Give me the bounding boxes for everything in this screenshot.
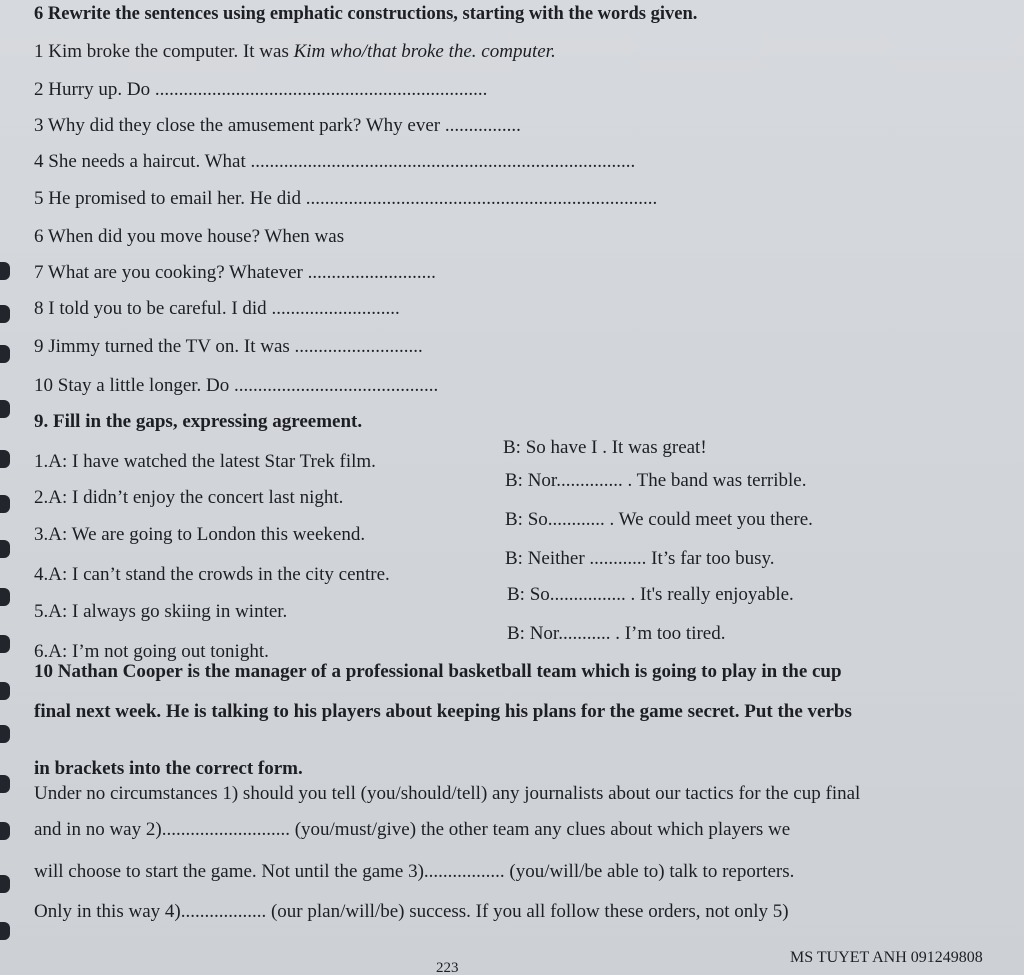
punch-hole (0, 635, 10, 653)
punch-hole (0, 775, 10, 793)
exercise-10-body-line-2[interactable]: and in no way 2)........................... (you/must/give) the other team any clues about which players we (34, 819, 791, 840)
exercise-10-heading-line-3: in brackets into the correct form. (34, 758, 303, 779)
item-prompt: 9 Jimmy turned the TV on. It was (34, 336, 295, 357)
punch-hole (0, 495, 10, 513)
exercise-9-a-6: 6.A: I’m not going out tonight. (34, 641, 269, 662)
punch-hole (0, 450, 10, 468)
exercise-10-body-line-4[interactable]: Only in this way 4).................. (our plan/will/be) success. If you all follow these orders, not only 5) (34, 901, 789, 922)
punch-hole (0, 345, 10, 363)
item-prompt: 10 Stay a little longer. Do (34, 375, 235, 396)
item-prompt: 3 Why did they close the amusement park? Why ever (34, 115, 445, 136)
exercise-9-b-5[interactable]: B: So................ . It's really enjoyable. (507, 584, 794, 605)
exercise-9-a-1: 1.A: I have watched the latest Star Trek film. (34, 451, 376, 472)
exercise-6-item-8 (34, 297, 400, 321)
answer-blank[interactable]: ................ (444, 115, 521, 136)
item-prompt: 8 I told you to be careful. I did (34, 298, 272, 319)
footer-credit: MS TUYET ANH 091249808 (790, 949, 983, 966)
punch-hole (0, 540, 10, 558)
item-prompt: 1 Kim broke the computer. It was (34, 41, 294, 62)
exercise-9-b-2[interactable]: B: Nor.............. . The band was terrible. (505, 470, 807, 491)
item-prompt: 4 She needs a haircut. What (34, 151, 251, 172)
exercise-9-heading: 9. Fill in the gaps, expressing agreement. (34, 411, 363, 432)
punch-hole (0, 682, 10, 700)
exercise-6-item-9 (34, 335, 423, 359)
exercise-10-heading-line-1: 10 Nathan Cooper is the manager of a professional basketball team which is going to play in the cup (34, 661, 842, 682)
page-number: 223 (436, 960, 459, 975)
punch-hole (0, 305, 10, 323)
exercise-10-body-line-1: Under no circumstances 1) should you tell (you/should/tell) any journalists about our tactics for the cup final (34, 783, 861, 804)
punch-hole (0, 725, 10, 743)
exercise-9-a-5: 5.A: I always go skiing in winter. (34, 601, 288, 622)
punch-hole (0, 922, 10, 940)
exercise-6-item-3 (34, 114, 521, 138)
exercise-9-b-1: B: So have I . It was great! (503, 437, 707, 458)
answer-blank[interactable]: ........................... (271, 298, 400, 319)
answer-blank[interactable]: ........................... (307, 262, 436, 283)
item-answer: Kim who/that broke the. computer. (293, 41, 556, 62)
exercise-10-heading-line-2: final next week. He is talking to his players about keeping his plans for the game secret. Put the verbs (34, 701, 852, 722)
exercise-9-a-2: 2.A: I didn’t enjoy the concert last night. (34, 487, 344, 508)
exercise-6-item-6 (34, 225, 344, 249)
exercise-6-heading: 6 Rewrite the sentences using emphatic constructions, starting with the words given. (34, 4, 698, 24)
exercise-6-item-1 (34, 40, 556, 64)
exercise-6-item-4 (34, 150, 635, 174)
exercise-9-b-6[interactable]: B: Nor........... . I’m too tired. (507, 623, 726, 644)
punch-hole (0, 875, 10, 893)
item-prompt: 2 Hurry up. Do (34, 79, 155, 100)
exercise-9-a-4: 4.A: I can’t stand the crowds in the city centre. (34, 564, 390, 585)
exercise-6-item-7 (34, 261, 436, 285)
answer-blank[interactable]: ........................................... (234, 375, 439, 396)
answer-blank[interactable]: .......................................................................... (305, 188, 658, 209)
answer-blank[interactable]: ................................................................................. (250, 151, 636, 172)
exercise-6-item-10 (34, 374, 438, 398)
item-prompt: 6 When did you move house? When was (34, 226, 345, 247)
answer-blank[interactable]: ........................... (294, 336, 423, 357)
exercise-6-item-2 (34, 78, 487, 102)
answer-blank[interactable]: ...................................................................... (154, 79, 488, 100)
punch-hole (0, 400, 10, 418)
punch-hole (0, 822, 10, 840)
punch-hole (0, 262, 10, 280)
exercise-10-body-line-3[interactable]: will choose to start the game. Not until the game 3)................. (you/will/be able to) talk to reporters. (34, 861, 795, 882)
item-prompt: 7 What are you cooking? Whatever (34, 262, 308, 283)
exercise-9-b-4[interactable]: B: Neither ............ It’s far too busy. (505, 548, 775, 569)
punch-hole (0, 588, 10, 606)
exercise-9-a-3: 3.A: We are going to London this weekend. (34, 524, 366, 545)
exercise-9-b-3[interactable]: B: So............ . We could meet you there. (505, 509, 813, 530)
exercise-6-item-5 (34, 187, 657, 211)
item-prompt: 5 He promised to email her. He did (34, 188, 306, 209)
